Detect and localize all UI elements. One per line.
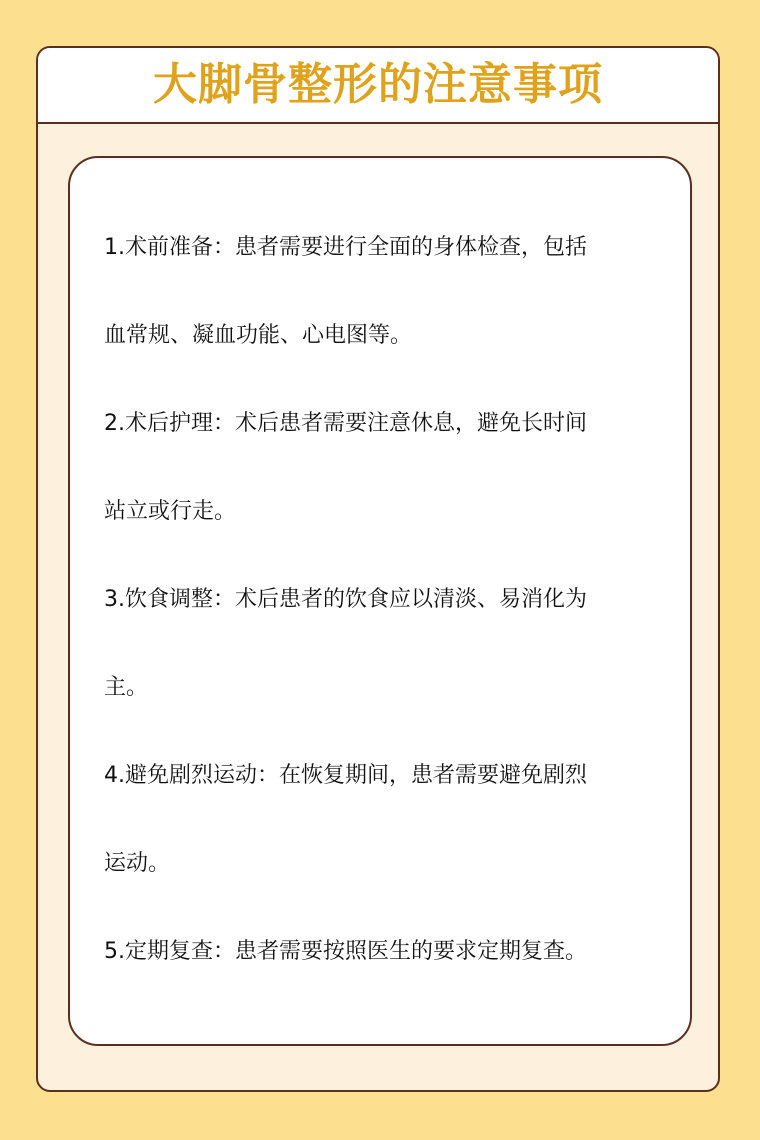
note-line: 1.术前准备：患者需要进行全面的身体检查，包括 xyxy=(104,235,587,260)
note-line: 主。 xyxy=(104,675,149,700)
content-card xyxy=(68,156,692,1046)
outer-card xyxy=(36,46,720,1092)
notes-list xyxy=(104,204,670,996)
note-line: 运动。 xyxy=(104,851,171,876)
page-title: 大脚骨整形的注意事项 xyxy=(153,59,603,110)
note-line: 4.避免剧烈运动：在恢复期间，患者需要避免剧烈 xyxy=(104,763,587,788)
note-line: 2.术后护理：术后患者需要注意休息，避免长时间 xyxy=(104,411,587,436)
note-line: 站立或行走。 xyxy=(104,499,237,524)
note-line: 血常规、凝血功能、心电图等。 xyxy=(104,323,413,348)
note-line: 5.定期复查：患者需要按照医生的要求定期复查。 xyxy=(104,939,587,964)
title-bar xyxy=(38,48,718,124)
note-line: 3.饮食调整：术后患者的饮食应以清淡、易消化为 xyxy=(104,587,587,612)
